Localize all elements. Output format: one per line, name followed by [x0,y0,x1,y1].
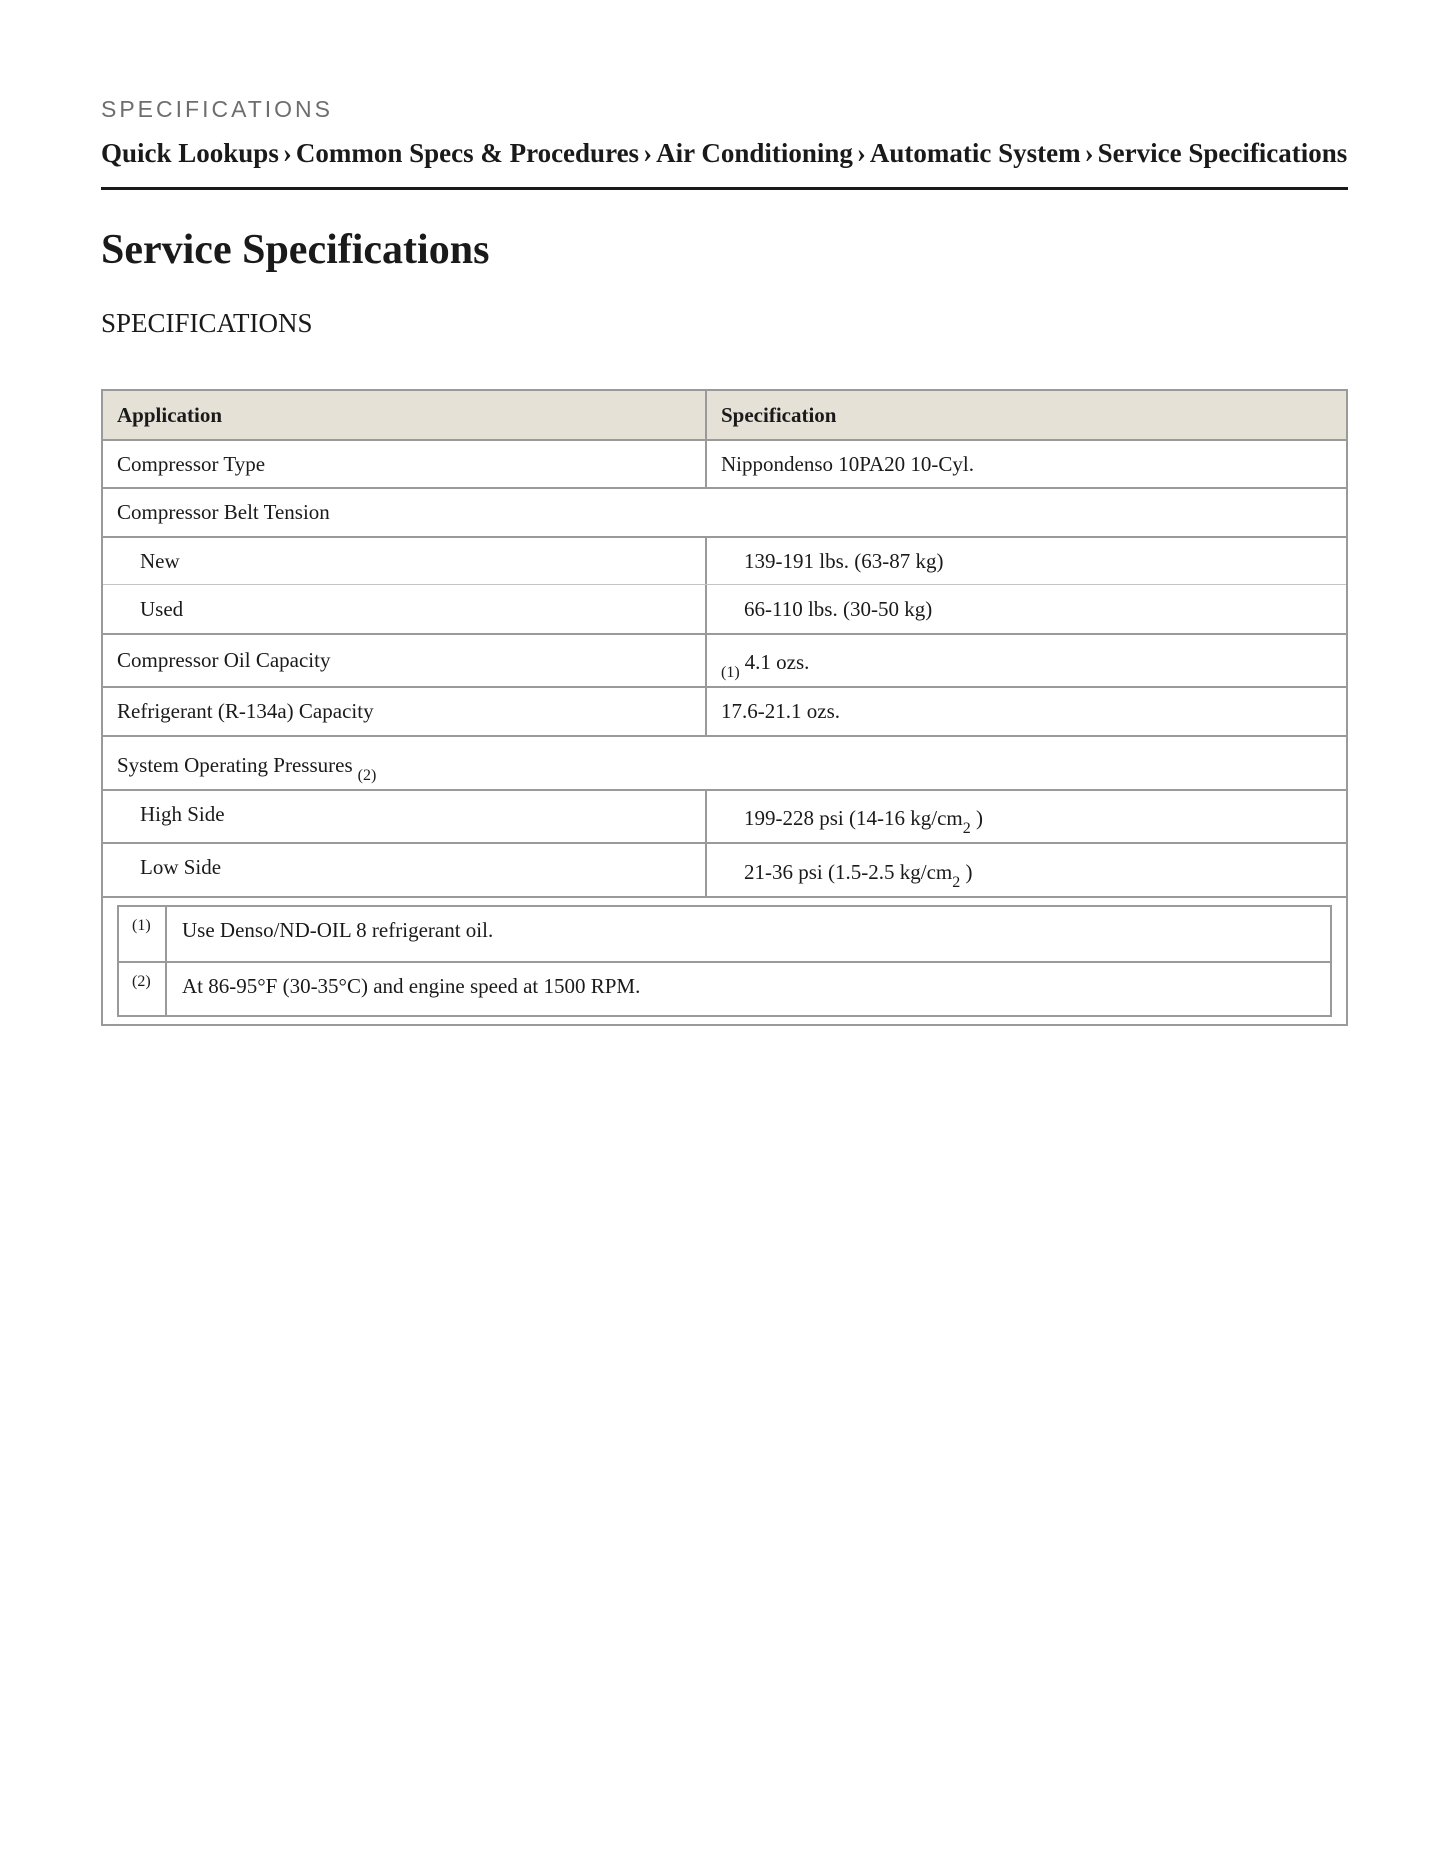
application-cell: Compressor Type [103,441,707,487]
breadcrumb-separator: › [1084,138,1094,168]
footnote-ref: (1) [119,907,167,961]
application-cell: Low Side [103,844,707,896]
application-cell: Refrigerant (R-134a) Capacity [103,688,707,735]
table-row [103,633,1346,686]
specification-value: 199-228 psi (14-16 kg/cm [744,806,963,830]
specification-cell: $^{(1)}$ 4.1 ozs. [721,650,810,681]
table-row-group-heading [103,735,1346,789]
breadcrumb-separator: › [643,138,653,168]
table-row [103,536,1346,584]
table-row [103,686,1346,735]
breadcrumb-item-air-conditioning[interactable]: Air Conditioning [656,138,853,168]
header-divider [101,187,1348,190]
specification-cell: Nippondenso 10PA20 10-Cyl. [721,451,974,476]
footnote-row [119,961,1330,1015]
footnote-text: At 86-95°F (30-35°C) and engine speed at 1500 RPM. [182,974,641,998]
breadcrumb-item-service-specifications[interactable]: Service Specifications [1097,138,1348,168]
application-cell: Compressor Oil Capacity [103,635,707,686]
section-title: SPECIFICATIONS [101,308,313,338]
column-header-application: Application [103,391,707,439]
specifications-table [101,389,1348,1026]
footnote-text: Use Denso/ND-OIL 8 refrigerant oil. [182,918,494,942]
application-cell: New [103,538,707,584]
table-row [103,584,1346,633]
specification-value: 21-36 psi (1.5-2.5 kg/cm [744,860,953,884]
specification-value: 4.1 ozs. [744,650,810,674]
closing-paren: ) [975,806,983,830]
breadcrumb-item-common-specs[interactable]: Common Specs & Procedures [295,138,640,168]
table-row-group-heading [103,487,1346,536]
closing-paren: ) [965,860,973,884]
application-cell: High Side [103,791,707,842]
specification-cell: 139-191 lbs. (63-87 kg) [744,548,944,573]
footnote-ref: (2) [119,963,167,1015]
table-row [103,439,1346,487]
breadcrumb-separator: › [282,138,292,168]
specification-cell: 199-228 psi (14-16 kg/cm $^2$ ) [744,806,983,837]
breadcrumb-separator: › [856,138,866,168]
document-category: SPECIFICATIONS [101,96,333,122]
specification-cell: 21-36 psi (1.5-2.5 kg/cm $^2$ ) [744,860,973,891]
column-header-specification: Specification [721,402,837,427]
table-row [103,789,1346,842]
footnotes-section [103,896,1346,1024]
table-row [103,842,1346,896]
application-cell: Compressor Belt Tension [117,500,330,524]
footnote-row [119,907,1330,961]
application-cell: System Operating Pressures $^{(2)}$ [117,753,377,784]
table-header-row [103,391,1346,439]
breadcrumb-item-quick-lookups[interactable]: Quick Lookups [101,138,279,168]
page-title: Service Specifications [101,227,490,273]
specification-cell: 66-110 lbs. (30-50 kg) [744,596,933,621]
specification-cell: 17.6-21.1 ozs. [721,699,840,723]
application-cell: Used [103,585,707,633]
breadcrumb [101,138,1348,169]
application-label: System Operating Pressures [117,753,353,777]
footnotes-table [117,905,1332,1017]
breadcrumb-item-automatic-system[interactable]: Automatic System [869,138,1081,168]
